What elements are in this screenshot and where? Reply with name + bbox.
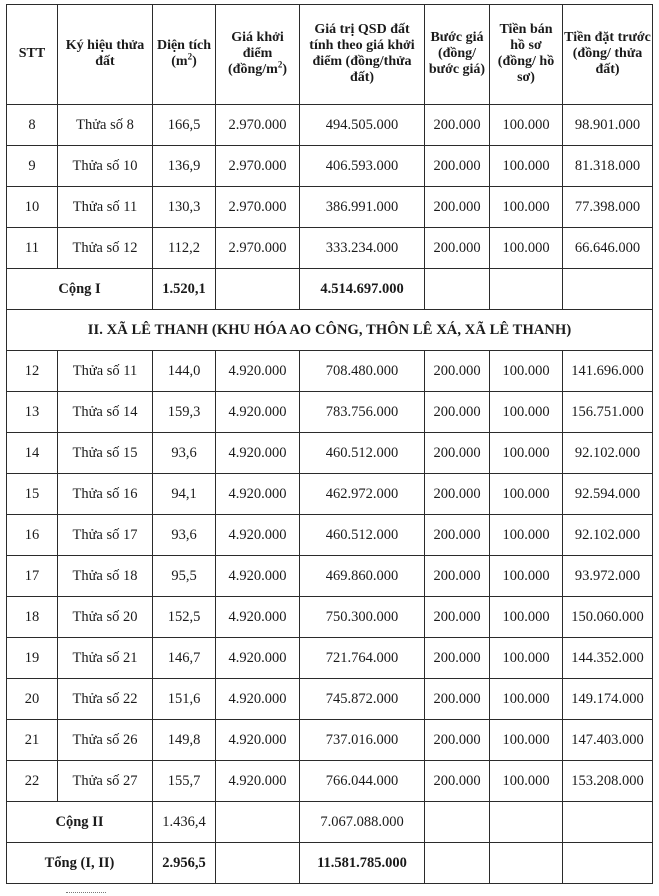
cell-step: 200.000 [425,105,490,146]
cell-area: 159,3 [153,392,216,433]
cell-stt: 16 [7,515,58,556]
table-row [7,146,653,187]
cell-price: 4.920.000 [216,515,300,556]
cell-step: 200.000 [425,556,490,597]
cell-step: 200.000 [425,474,490,515]
empty-cell [216,269,300,310]
cell-price: 4.920.000 [216,638,300,679]
table-row [7,392,653,433]
cell-fee: 100.000 [490,761,563,802]
subtotal-row-1 [7,269,653,310]
cell-parcel: Thửa số 11 [58,351,153,392]
cell-stt: 18 [7,597,58,638]
cell-parcel: Thửa số 16 [58,474,153,515]
empty-cell [216,802,300,843]
subtotal-row-2 [7,802,653,843]
cell-value: 721.764.000 [300,638,425,679]
header-dossier-fee: Tiền bán hồ sơ (đồng/ hồ sơ) [490,5,563,105]
cell-area: 94,1 [153,474,216,515]
cell-parcel: Thửa số 8 [58,105,153,146]
cell-price: 4.920.000 [216,474,300,515]
cell-step: 200.000 [425,720,490,761]
table-row [7,556,653,597]
cell-fee: 100.000 [490,146,563,187]
subtotal-label: Cộng I [7,269,153,310]
cell-deposit: 144.352.000 [563,638,653,679]
header-area: Diện tích $(m^2)$ [153,5,216,105]
cell-stt: 9 [7,146,58,187]
cell-fee: 100.000 [490,392,563,433]
cell-stt: 22 [7,761,58,802]
total-value: 11.581.785.000 [300,843,425,884]
cell-parcel: Thửa số 21 [58,638,153,679]
cell-deposit: 81.318.000 [563,146,653,187]
table-row [7,474,653,515]
cell-value: 333.234.000 [300,228,425,269]
cell-area: 149,8 [153,720,216,761]
header-stt: STT [7,5,58,105]
cell-parcel: Thửa số 18 [58,556,153,597]
table-row [7,638,653,679]
cell-price: 2.970.000 [216,228,300,269]
grand-total-row [7,843,653,884]
cell-fee: 100.000 [490,515,563,556]
empty-cell [563,269,653,310]
cell-fee: 100.000 [490,720,563,761]
cell-fee: 100.000 [490,433,563,474]
cell-parcel: Thửa số 27 [58,761,153,802]
empty-cell [490,802,563,843]
table-body [7,105,653,884]
cell-deposit: 153.208.000 [563,761,653,802]
cell-parcel: Thửa số 14 [58,392,153,433]
cell-price: 2.970.000 [216,146,300,187]
cell-price: 4.920.000 [216,351,300,392]
table-header-row [7,5,653,105]
cell-deposit: 92.102.000 [563,515,653,556]
cell-area: 93,6 [153,433,216,474]
total-label: Tổng (I, II) [7,843,153,884]
cell-step: 200.000 [425,351,490,392]
cell-price: 4.920.000 [216,433,300,474]
cell-price: 2.970.000 [216,105,300,146]
cell-deposit: 93.972.000 [563,556,653,597]
cell-price: 4.920.000 [216,720,300,761]
cell-parcel: Thửa số 11 [58,187,153,228]
total-area: 2.956,5 [153,843,216,884]
cell-area: 146,7 [153,638,216,679]
cell-step: 200.000 [425,597,490,638]
auction-table-page [6,4,653,884]
cell-stt: 17 [7,556,58,597]
cell-price: 4.920.000 [216,679,300,720]
cell-value: 708.480.000 [300,351,425,392]
cell-value: 386.991.000 [300,187,425,228]
empty-cell [563,802,653,843]
cell-fee: 100.000 [490,351,563,392]
cell-value: 783.756.000 [300,392,425,433]
subtotal-area: 1.436,4 [153,802,216,843]
cell-parcel: Thửa số 22 [58,679,153,720]
empty-cell [216,843,300,884]
cell-value: 460.512.000 [300,433,425,474]
subtotal-value: 7.067.088.000 [300,802,425,843]
cell-stt: 14 [7,433,58,474]
cell-deposit: 66.646.000 [563,228,653,269]
cell-step: 200.000 [425,187,490,228]
table-row [7,228,653,269]
cell-area: 95,5 [153,556,216,597]
cell-area: 136,9 [153,146,216,187]
cell-value: 406.593.000 [300,146,425,187]
cell-step: 200.000 [425,679,490,720]
cell-fee: 100.000 [490,474,563,515]
table-row [7,679,653,720]
table-row [7,597,653,638]
empty-cell [563,843,653,884]
cell-area: 166,5 [153,105,216,146]
cell-step: 200.000 [425,146,490,187]
cell-value: 462.972.000 [300,474,425,515]
cell-value: 766.044.000 [300,761,425,802]
cell-value: 460.512.000 [300,515,425,556]
subtotal-area: 1.520,1 [153,269,216,310]
header-land-value: Giá trị QSD đất tính theo giá khởi điểm (đồng/thửa đất) [300,5,425,105]
cell-stt: 13 [7,392,58,433]
cell-step: 200.000 [425,228,490,269]
cell-area: 152,5 [153,597,216,638]
cell-step: 200.000 [425,433,490,474]
cell-step: 200.000 [425,761,490,802]
cell-stt: 21 [7,720,58,761]
cell-deposit: 141.696.000 [563,351,653,392]
cell-step: 200.000 [425,638,490,679]
cell-step: 200.000 [425,515,490,556]
subtotal-value: 4.514.697.000 [300,269,425,310]
section-title: II. XÃ LÊ THANH (KHU HÓA AO CÔNG, THÔN LÊ XÁ, XÃ LÊ THANH) [7,310,653,351]
table-row [7,720,653,761]
empty-cell [425,269,490,310]
cell-fee: 100.000 [490,556,563,597]
table-row [7,187,653,228]
cell-area: 112,2 [153,228,216,269]
cell-fee: 100.000 [490,638,563,679]
cell-area: 151,6 [153,679,216,720]
cell-fee: 100.000 [490,597,563,638]
cell-deposit: 156.751.000 [563,392,653,433]
table-row [7,351,653,392]
empty-cell [425,843,490,884]
cell-deposit: 149.174.000 [563,679,653,720]
cell-value: 737.016.000 [300,720,425,761]
cell-area: 144,0 [153,351,216,392]
subtotal-label: Cộng II [7,802,153,843]
cell-fee: 100.000 [490,679,563,720]
cell-area: 155,7 [153,761,216,802]
cell-fee: 100.000 [490,105,563,146]
cell-stt: 8 [7,105,58,146]
cell-area: 130,3 [153,187,216,228]
cell-stt: 12 [7,351,58,392]
table-row [7,433,653,474]
cell-deposit: 150.060.000 [563,597,653,638]
cell-stt: 10 [7,187,58,228]
table-row [7,515,653,556]
cell-area: 93,6 [153,515,216,556]
cell-parcel: Thửa số 10 [58,146,153,187]
table-row [7,105,653,146]
cell-parcel: Thửa số 15 [58,433,153,474]
cell-price: 2.970.000 [216,187,300,228]
cell-stt: 20 [7,679,58,720]
header-starting-price: Giá khởi điểm $(đồng/m^2)$ [216,5,300,105]
cell-value: 745.872.000 [300,679,425,720]
cell-value: 750.300.000 [300,597,425,638]
cell-fee: 100.000 [490,228,563,269]
cell-parcel: Thửa số 20 [58,597,153,638]
section-title-row [7,310,653,351]
cell-deposit: 92.102.000 [563,433,653,474]
cell-value: 494.505.000 [300,105,425,146]
table-row [7,761,653,802]
cell-parcel: Thửa số 12 [58,228,153,269]
cell-parcel: Thửa số 17 [58,515,153,556]
cell-parcel: Thửa số 26 [58,720,153,761]
cell-stt: 19 [7,638,58,679]
cell-deposit: 147.403.000 [563,720,653,761]
cell-price: 4.920.000 [216,556,300,597]
cell-price: 4.920.000 [216,597,300,638]
cell-price: 4.920.000 [216,761,300,802]
cell-value: 469.860.000 [300,556,425,597]
land-parcel-table [6,4,653,884]
cell-price: 4.920.000 [216,392,300,433]
cell-fee: 100.000 [490,187,563,228]
cell-stt: 15 [7,474,58,515]
cell-stt: 11 [7,228,58,269]
empty-cell [490,269,563,310]
cell-deposit: 92.594.000 [563,474,653,515]
header-price-step: Bước giá (đồng/ bước giá) [425,5,490,105]
cell-deposit: 98.901.000 [563,105,653,146]
header-deposit: Tiền đặt trước (đồng/ thửa đất) [563,5,653,105]
empty-cell [425,802,490,843]
cell-step: 200.000 [425,392,490,433]
page-bottom-mark [66,892,106,896]
header-parcel-symbol: Ký hiệu thửa đất [58,5,153,105]
cell-deposit: 77.398.000 [563,187,653,228]
empty-cell [490,843,563,884]
